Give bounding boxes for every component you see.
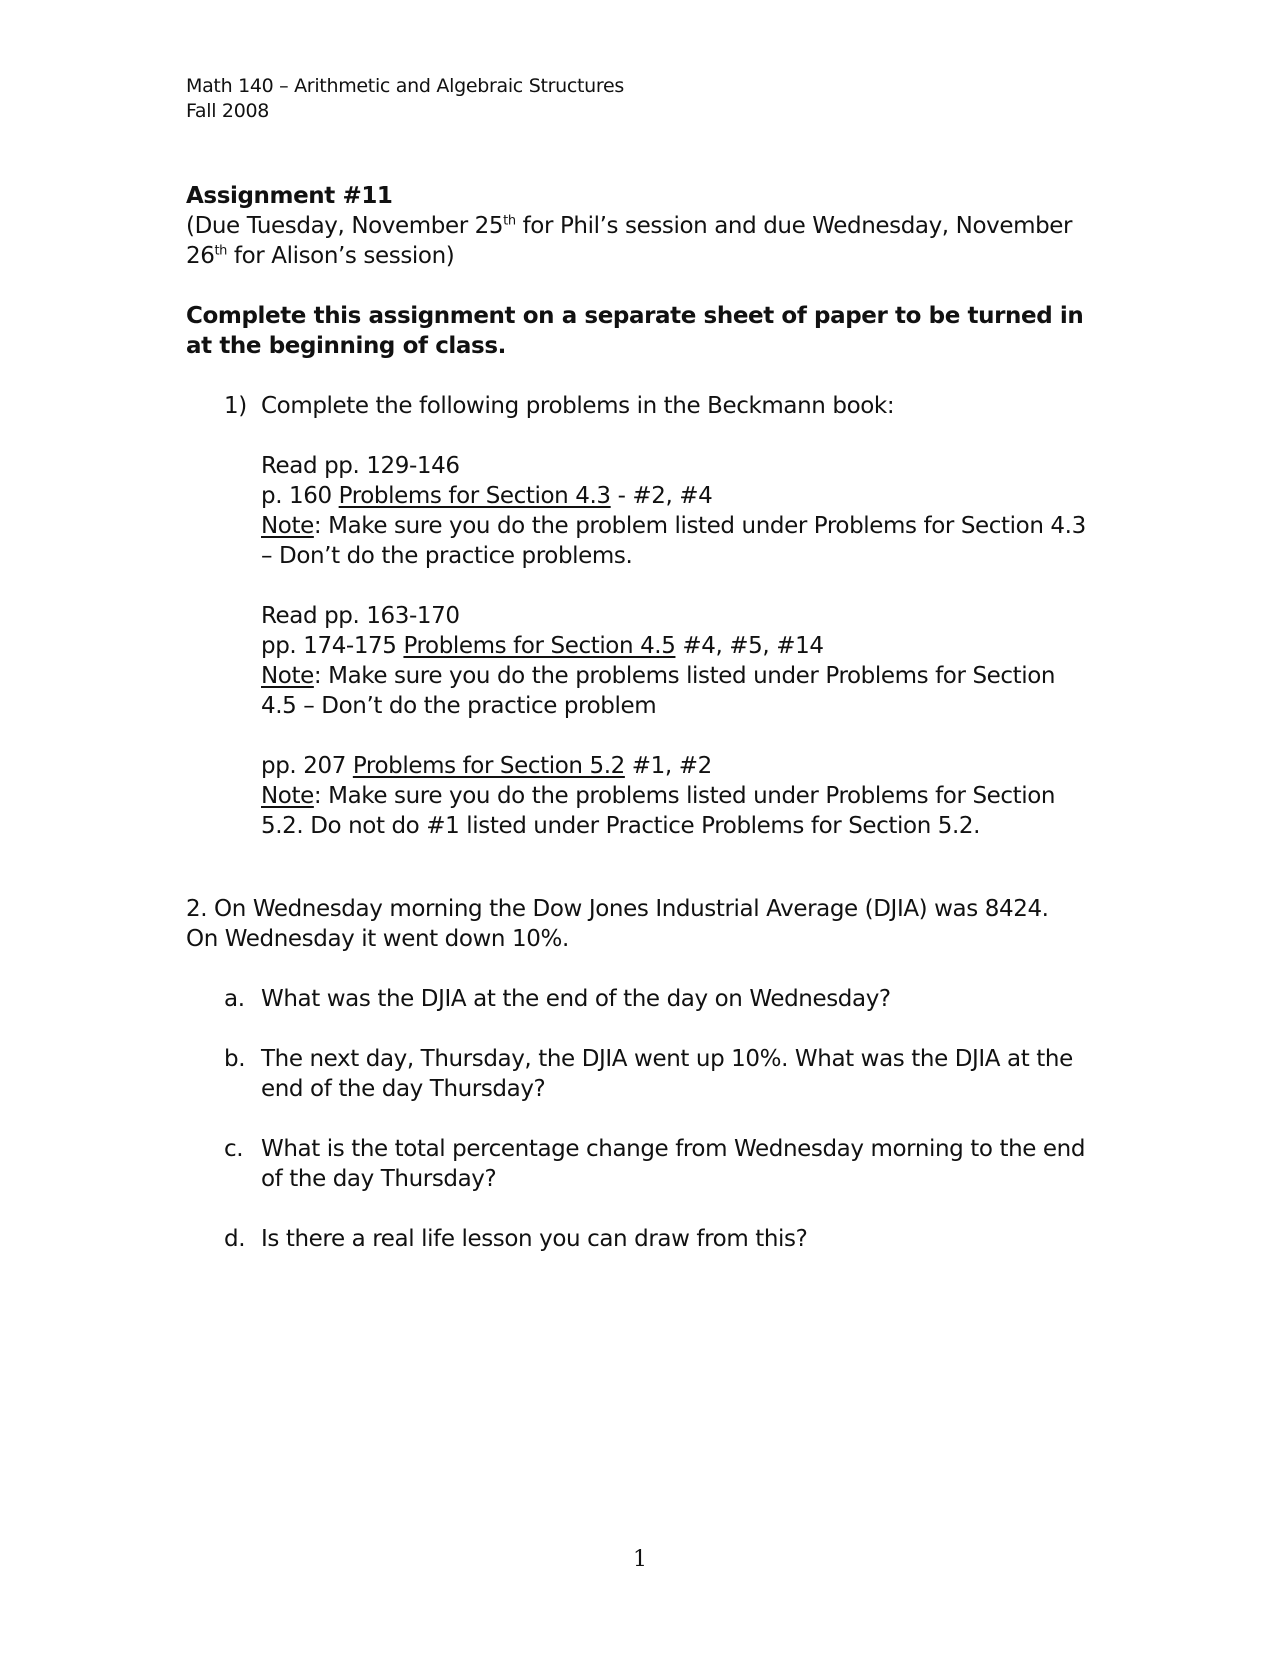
note-label: Note <box>261 783 314 809</box>
subquestion-b <box>186 1044 1086 1104</box>
section-ref: Problems for Section 4.5 <box>403 633 676 659</box>
note-label: Note <box>261 663 314 689</box>
pages-ref: pp. 174-175 <box>261 633 404 659</box>
subquestion-c <box>186 1134 1086 1194</box>
subquestion-text: The next day, Thursday, the DJIA went up 10%. What was the DJIA at the end of the day Thursday? <box>261 1046 1073 1102</box>
section-ref: Problems for Section 5.2 <box>352 753 625 779</box>
note-text: : Make sure you do the problems listed under Problems for Section 4.5 – Don’t do the practice problem <box>261 663 1056 719</box>
subquestion-text: What is the total percentage change from Wednesday morning to the end of the day Thursday? <box>261 1136 1086 1192</box>
subquestion-a <box>186 984 1086 1014</box>
note-line <box>261 661 1086 721</box>
page-number: 1 <box>633 1547 647 1572</box>
note-label: Note <box>261 513 314 539</box>
subquestion-d <box>186 1224 1086 1254</box>
subquestion-letter: a. <box>224 986 245 1012</box>
problem-line <box>261 631 1086 661</box>
note-text: : Make sure you do the problem listed under Problems for Section 4.3 – Don’t do the practice problems. <box>261 513 1086 569</box>
question-2 <box>186 894 1086 1254</box>
section-ref: Problems for Section 4.3 <box>338 483 611 509</box>
subquestion-letter: b. <box>224 1046 246 1072</box>
assignment-body <box>186 181 1086 1254</box>
instruction-text: Complete this assignment on a separate sheet of paper to be turned in at the beginning of class. <box>186 303 1084 359</box>
due-dates <box>186 211 1086 271</box>
subquestion-letter: d. <box>224 1226 246 1252</box>
course-header <box>186 74 624 124</box>
problem-line <box>261 481 1086 511</box>
course-term: Fall 2008 <box>186 100 270 122</box>
due-text-1: (Due Tuesday, November 25 <box>186 213 504 239</box>
due-text-2: for Phil’s session and due Wednesday, November <box>515 213 1073 239</box>
question-2-text: 2. On Wednesday morning the Dow Jones Industrial Average (DJIA) was 8424. On Wednesday it went down 10%. <box>186 896 1049 952</box>
pages-ref: p. 160 <box>261 483 339 509</box>
due-sup-2: th <box>214 243 228 259</box>
note-line <box>261 511 1086 571</box>
reading-block-2 <box>261 601 1086 721</box>
reading-range: Read pp. 129-146 <box>261 453 460 479</box>
subquestion-letter: c. <box>224 1136 244 1162</box>
due-text-3: 26 <box>186 243 215 269</box>
reading-block-1 <box>261 451 1086 571</box>
subquestion-text: Is there a real life lesson you can draw from this? <box>261 1226 808 1252</box>
note-line <box>261 781 1086 841</box>
pages-ref: pp. 207 <box>261 753 353 779</box>
problem-numbers: - #2, #4 <box>610 483 713 509</box>
question-1-intro: Complete the following problems in the Beckmann book: <box>261 393 895 419</box>
note-text: : Make sure you do the problems listed under Problems for Section 5.2. Do not do #1 listed under Practice Problems for Section 5.2. <box>261 783 1056 839</box>
reading-range: Read pp. 163-170 <box>261 603 460 629</box>
problem-numbers: #4, #5, #14 <box>675 633 824 659</box>
due-text-4: for Alison’s session) <box>227 243 455 269</box>
subquestion-text: What was the DJIA at the end of the day on Wednesday? <box>261 986 891 1012</box>
problem-line <box>261 751 1086 781</box>
course-title: Math 140 – Arithmetic and Algebraic Structures <box>186 75 624 97</box>
problem-numbers: #1, #2 <box>624 753 712 779</box>
assignment-title: Assignment #11 <box>186 183 393 209</box>
question-1 <box>186 391 1086 841</box>
reading-block-3 <box>261 751 1086 841</box>
due-sup-1: th <box>503 213 516 229</box>
question-1-number: 1) <box>224 393 247 419</box>
